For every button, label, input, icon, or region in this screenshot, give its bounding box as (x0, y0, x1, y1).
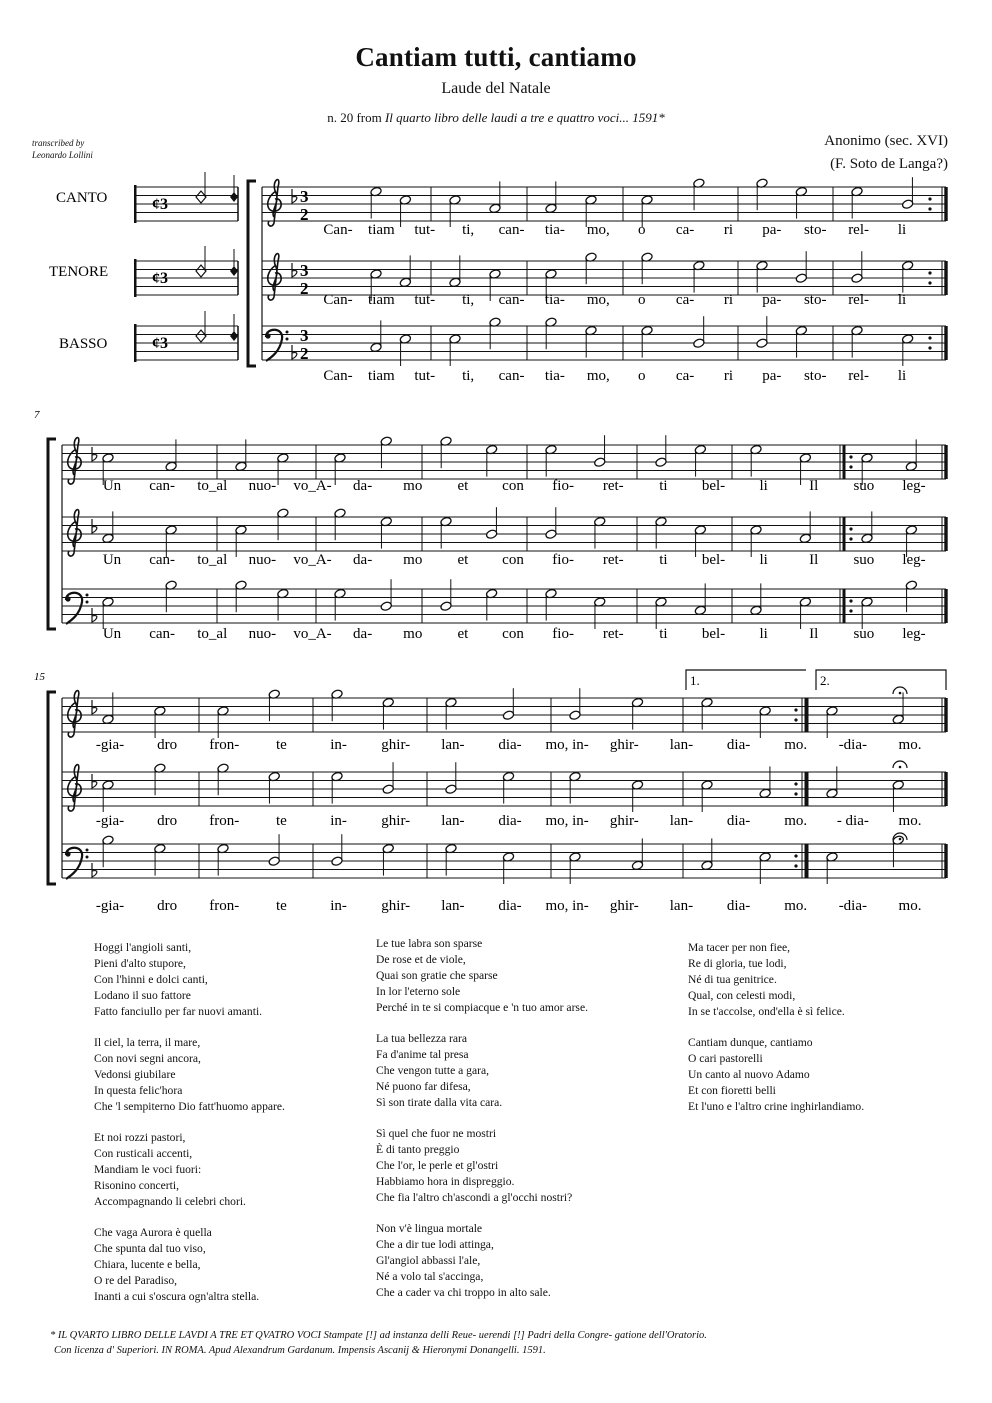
lyric-syllable: mo (403, 626, 423, 642)
verses-column-1 (94, 940, 285, 1320)
lyric-syllable: ti (659, 552, 668, 568)
verse-line: Il ciel, la terra, il mare, (94, 1036, 201, 1049)
lyric-syllable: in- (330, 813, 347, 829)
verse-line: Con rusticali accenti, (94, 1147, 193, 1160)
lyric-syllable: dro (157, 737, 178, 753)
stanza (94, 1130, 285, 1210)
verse-line: Che spunta dal tuo viso, (94, 1242, 206, 1255)
lyric-syllable: ghir- (381, 813, 411, 829)
lyric-syllable: tia- (544, 292, 565, 308)
lyric-syllable: in- (330, 898, 347, 914)
lyric-syllable: tut- (414, 292, 436, 308)
lyric-syllable: lan- (669, 898, 694, 914)
lyric-syllable: in- (330, 737, 347, 753)
lyric-syllable: mo. (784, 898, 808, 914)
lyric-syllable: vo_A- (293, 626, 332, 642)
verse-line: Né puono far difesa, (376, 1080, 471, 1093)
lyric-syllable: mo. (898, 813, 922, 829)
lyric-syllable: mo. (898, 898, 922, 914)
lyric-syllable: can- (498, 368, 525, 384)
lyric-syllable: li (897, 292, 907, 308)
lyric-syllable: fron- (209, 737, 240, 753)
verse-line: Che a cader va chi troppo in alto sale. (376, 1286, 551, 1299)
lyric-syllable: et (457, 478, 469, 494)
lyric-syllable: mo, in- (545, 813, 589, 829)
lyric-syllable: dia- (498, 737, 522, 753)
lyric-syllable: nuo- (248, 626, 277, 642)
lyric-syllable: can- (149, 478, 176, 494)
verse-line: Re di gloria, tue lodi, (688, 957, 787, 970)
lyric-syllable: tia- (544, 368, 565, 384)
measure-number-15: 15 (34, 671, 45, 683)
verse-line: Con l'hinni e dolci canti, (94, 973, 208, 986)
lyric-syllable: mo. (898, 737, 922, 753)
lyric-syllable: Il (809, 478, 819, 494)
verse-line: La tua bellezza rara (376, 1032, 468, 1045)
lyric-syllable: can- (498, 292, 525, 308)
verse-line: Fa d'anime tal presa (376, 1048, 469, 1061)
page-title: Cantiam tutti, cantiamo (355, 42, 637, 72)
svg-text:2: 2 (300, 205, 309, 224)
voice-label-canto: CANTO (56, 190, 108, 206)
lyric-syllable: suo (853, 552, 875, 568)
lyric-syllable: te (276, 898, 287, 914)
notes-s3-v3 (102, 834, 905, 884)
lyric-syllable: -gia- (95, 898, 125, 914)
staff-s1-v2 (262, 261, 946, 295)
svg-text:3: 3 (300, 187, 309, 206)
notes-s3-v2 (102, 762, 905, 812)
notes-s1-v3 (370, 316, 914, 366)
lyric-syllable: pa- (762, 292, 782, 308)
lyric-syllable: mo, (586, 368, 610, 384)
lyric-syllable: pa- (762, 222, 782, 238)
lyric-syllable: to_al (197, 552, 228, 568)
staff-s2-v2 (62, 517, 946, 551)
lyric-syllable: ti, (462, 292, 475, 308)
verse-line: Et noi rozzi pastori, (94, 1131, 186, 1144)
verse-line: Chiara, lucente e bella, (94, 1258, 201, 1271)
lyric-syllable: ri (723, 292, 734, 308)
verse-line: Sì son tirate dalla vita cara. (376, 1096, 503, 1109)
verse-line: Risonino concerti, (94, 1179, 180, 1192)
lyric-syllable: ti (659, 626, 668, 642)
lyric-syllable: to_al (197, 626, 228, 642)
lyric-syllable: li (759, 552, 768, 568)
lyric-syllable: tia- (544, 222, 565, 238)
lyric-syllable: ti, (462, 222, 475, 238)
score-frame (48, 172, 946, 884)
lyric-syllable: lan- (441, 737, 465, 753)
verse-line: Perché in te si compiacque e 'n tuo amor arse. (376, 1001, 588, 1014)
staff-s2-v1 (62, 445, 946, 479)
lyric-syllable: Un (102, 478, 122, 494)
verse-line: Quai son gratie che sparse (376, 969, 498, 982)
notes-s2-v3 (102, 579, 918, 629)
incipit-staff-basso (135, 326, 238, 360)
lyric-syllable: o (637, 368, 646, 384)
verse-line: Inanti a cui s'oscura ogn'altra stella. (94, 1290, 260, 1303)
staff-s2-v3 (62, 589, 946, 623)
notes-s3-v1 (102, 688, 905, 738)
lyric-syllable: lan- (441, 898, 465, 914)
lyric-syllable: dia- (726, 898, 751, 914)
lyric-syllable: mo, in- (545, 737, 589, 753)
stanza (688, 940, 864, 1020)
verse-line: Qual, con celesti modi, (688, 989, 796, 1002)
lyric-syllable: ca- (675, 222, 695, 238)
lyric-syllable: bel- (701, 478, 726, 494)
lyric-syllable: bel- (701, 626, 726, 642)
lyric-syllable: te (276, 737, 287, 753)
lyric-syllable: -gia- (95, 737, 125, 753)
lyric-syllable: vo_A- (293, 552, 332, 568)
verse-line: In questa felic'hora (94, 1084, 183, 1097)
verse-line: Ma tacer per non fiee, (688, 941, 791, 954)
svg-text:2: 2 (300, 344, 309, 363)
lyric-syllable: mo (403, 478, 423, 494)
lyric-syllable: suo (853, 626, 875, 642)
verse-line: Non v'è lingua mortale (376, 1222, 483, 1235)
lyric-syllable: -gia- (95, 813, 125, 829)
verse-line: Et l'uno e l'altro crine inghirlandiamo. (688, 1100, 865, 1113)
lyric-syllable: fio- (552, 626, 574, 642)
lyric-syllable: dro (157, 813, 178, 829)
lyric-syllable: Il (809, 626, 819, 642)
footnote-line-2: Con licenza d' Superiori. IN ROMA. Apud Alexandrum Gardanum. Impensis Ascanij & Hieronymi Donangelli. 1591. (54, 1345, 546, 1356)
lyric-syllable: ri (723, 222, 734, 238)
transcriber-name: Leonardo Lollini (32, 150, 93, 160)
lyric-syllable: can- (498, 222, 525, 238)
lyric-syllable: ghir- (609, 813, 639, 829)
lyric-syllable: vo_A- (293, 478, 332, 494)
lyric-syllable: dro (157, 898, 178, 914)
lyric-syllable: dia- (726, 813, 751, 829)
lyric-syllable: con (502, 552, 524, 568)
verse-line: Che l'or, le perle et gl'ostri (376, 1159, 499, 1172)
lyric-syllable: mo, (586, 292, 610, 308)
lyric-syllable: da- (353, 626, 373, 642)
voice-label-basso: BASSO (59, 336, 108, 352)
verse-line: Mandiam le voci fuori: (94, 1163, 202, 1176)
staff-s1-v1 (262, 187, 946, 221)
verse-line: Fatto fanciullo per far nuovi amanti. (94, 1005, 263, 1018)
lyric-syllable: con (502, 478, 524, 494)
lyric-syllable: -dia- (838, 737, 868, 753)
lyric-syllable: sto- (803, 292, 827, 308)
verses-column-2 (376, 936, 588, 1316)
stanza (376, 1031, 588, 1111)
lyric-syllable: lan- (669, 813, 694, 829)
lyric-syllable: Can- (323, 222, 353, 238)
lyric-syllable: nuo- (248, 478, 277, 494)
lyric-syllable: ghir- (609, 737, 639, 753)
lyric-syllable: sto- (803, 222, 827, 238)
lyric-syllable: rel- (848, 292, 870, 308)
verse-line: Vedonsi giubilare (94, 1068, 176, 1081)
lyric-syllable: fio- (552, 552, 574, 568)
lyric-syllable: ret- (602, 626, 624, 642)
verse-line: In lor l'eterno sole (376, 985, 461, 998)
lyric-syllable: con (502, 626, 524, 642)
lyric-syllable: ghir- (609, 898, 639, 914)
lyric-syllable: rel- (848, 222, 870, 238)
svg-text:¢3: ¢3 (152, 335, 168, 352)
verse-line: O cari pastorelli (688, 1052, 763, 1065)
verse-line: O re del Paradiso, (94, 1274, 178, 1287)
lyric-syllable: tut- (414, 222, 436, 238)
lyric-syllable: Can- (323, 292, 353, 308)
verse-line: Che fia l'altro ch'ascondi a gl'occhi nostri? (376, 1191, 573, 1204)
measure-number-7: 7 (34, 409, 40, 421)
svg-text:3: 3 (300, 326, 309, 345)
lyric-syllable: leg- (902, 552, 926, 568)
verse-line: Che 'l sempiterno Dio fatt'huomo appare. (94, 1100, 285, 1113)
verse-line: Gl'angiol abbassi l'ale, (376, 1254, 481, 1267)
incipit-staff-canto (135, 187, 238, 221)
lyric-syllable: lan- (441, 813, 465, 829)
source-book: Il quarto libro delle laudi a tre e quattro voci... 1591* (384, 110, 665, 125)
lyric-syllable: bel- (701, 552, 726, 568)
lyric-syllable: ri (723, 368, 734, 384)
verse-line: Cantiam dunque, cantiamo (688, 1036, 813, 1049)
lyric-syllable: tiam (368, 222, 395, 238)
lyric-syllable: Un (102, 626, 122, 642)
verse-line: Che vaga Aurora è quella (94, 1226, 212, 1239)
lyric-syllable: Il (809, 552, 819, 568)
verse-line: Con novi segni ancora, (94, 1052, 201, 1065)
lyric-syllable: pa- (762, 368, 782, 384)
lyric-syllable: et (457, 552, 469, 568)
notes-s1-v1 (370, 177, 914, 227)
svg-text:3: 3 (300, 261, 309, 280)
lyric-syllable: o (637, 222, 646, 238)
composer-attribution: (F. Soto de Langa?) (830, 156, 948, 172)
lyric-syllable: dia- (498, 898, 522, 914)
lyric-syllable: li (897, 222, 907, 238)
stanza (94, 940, 285, 1020)
lyric-syllable: o (637, 292, 646, 308)
lyric-syllable: li (897, 368, 907, 384)
voice-label-tenore: TENORE (49, 264, 109, 280)
lyric-syllable: mo (403, 552, 423, 568)
svg-text:¢3: ¢3 (152, 196, 168, 213)
lyric-syllable: Un (102, 552, 122, 568)
verse-line: Hoggi l'angioli santi, (94, 941, 192, 954)
lyric-syllable: leg- (902, 626, 926, 642)
lyric-syllable: - dia- (836, 813, 869, 829)
lyric-syllable: da- (353, 478, 373, 494)
verse-line: Un canto al nuovo Adamo (688, 1068, 810, 1081)
lyric-syllable: ca- (675, 292, 695, 308)
lyric-syllable: da- (353, 552, 373, 568)
verse-line: Che a dir tue lodi attinga, (376, 1238, 494, 1251)
verse-line: Accompagnando li celebri chori. (94, 1195, 246, 1208)
stanza (688, 1035, 864, 1115)
lyric-syllable: -dia- (838, 898, 868, 914)
lyric-syllable: tiam (368, 292, 395, 308)
lyric-syllable: ti (659, 478, 668, 494)
incipit-staff-tenore (135, 261, 238, 295)
lyric-syllable: li (759, 478, 768, 494)
verse-line: In se t'accolse, ond'ella è sì felice. (688, 1005, 845, 1018)
verse-line: È di tanto preggio (376, 1143, 460, 1156)
lyric-syllable: fron- (209, 813, 240, 829)
footnote-line-1: * IL QVARTO LIBRO DELLE LAVDI A TRE ET QVATRO VOCI Stampate [!] ad instanza delli Reue- uerendi [!] Padri della Congre- gatione dell'Oratorio. (50, 1330, 707, 1341)
lyric-syllable: sto- (803, 368, 827, 384)
verse-line: Lodano il suo fattore (94, 989, 191, 1002)
verse-line: Pieni d'alto stupore, (94, 957, 186, 970)
lyric-syllable: nuo- (248, 552, 277, 568)
lyric-syllable: fron- (209, 898, 240, 914)
second-ending-label: 2. (820, 673, 830, 688)
stanza (376, 1221, 588, 1301)
footnote (50, 1328, 950, 1358)
verse-line: Habbiamo hora in dispreggio. (376, 1175, 515, 1188)
composer-name: Anonimo (sec. XVI) (824, 133, 948, 149)
verse-line: Né di tua genitrice. (688, 973, 777, 986)
first-ending-label: 1. (690, 673, 700, 688)
stanza (376, 1126, 588, 1206)
stanza (94, 1035, 285, 1115)
lyric-syllable: et (457, 626, 469, 642)
source-prefix: n. 20 from (327, 110, 385, 125)
verse-line: Le tue labra son sparse (376, 937, 483, 950)
verse-line: Né a volo tal s'accinga, (376, 1270, 484, 1283)
stanza (94, 1225, 285, 1305)
lyric-syllable: suo (853, 478, 875, 494)
notes-s2-v2 (102, 507, 918, 557)
lyric-syllable: mo, (586, 222, 610, 238)
transcriber-label: transcribed by (32, 138, 85, 148)
verse-line: Che vengon tutte a gara, (376, 1064, 489, 1077)
svg-text:¢3: ¢3 (152, 270, 168, 287)
lyric-syllable: ghir- (381, 898, 411, 914)
lyric-syllable: dia- (498, 813, 522, 829)
svg-text:2: 2 (300, 279, 309, 298)
lyric-syllable: dia- (726, 737, 751, 753)
lyric-syllable: tiam (368, 368, 395, 384)
lyric-syllable: ghir- (381, 737, 411, 753)
lyric-syllable: ca- (675, 368, 695, 384)
subtitle: Laude del Natale (441, 80, 551, 97)
lyric-syllable: tut- (414, 368, 436, 384)
lyric-syllable: mo, in- (545, 898, 589, 914)
lyric-syllable: mo. (784, 813, 808, 829)
staff-s1-v3 (262, 326, 946, 360)
lyric-syllable: te (276, 813, 287, 829)
verse-line: Et con fioretti belli (688, 1084, 776, 1097)
lyric-syllable: leg- (902, 478, 926, 494)
lyric-syllable: ret- (602, 552, 624, 568)
verses-column-3 (688, 940, 864, 1130)
lyric-syllable: ret- (602, 478, 624, 494)
lyric-syllable: can- (149, 552, 176, 568)
lyric-syllable: li (759, 626, 768, 642)
lyric-syllable: to_al (197, 478, 228, 494)
lyric-syllable: fio- (552, 478, 574, 494)
lyric-syllable: lan- (669, 737, 694, 753)
lyric-syllable: can- (149, 626, 176, 642)
stanza (376, 936, 588, 1016)
verse-line: De rose et de viole, (376, 953, 466, 966)
lyric-syllable: mo. (784, 737, 808, 753)
lyric-syllable: rel- (848, 368, 870, 384)
verse-line: Sì quel che fuor ne mostri (376, 1127, 497, 1140)
lyric-syllable: ti, (462, 368, 475, 384)
lyric-syllable: Can- (323, 368, 353, 384)
